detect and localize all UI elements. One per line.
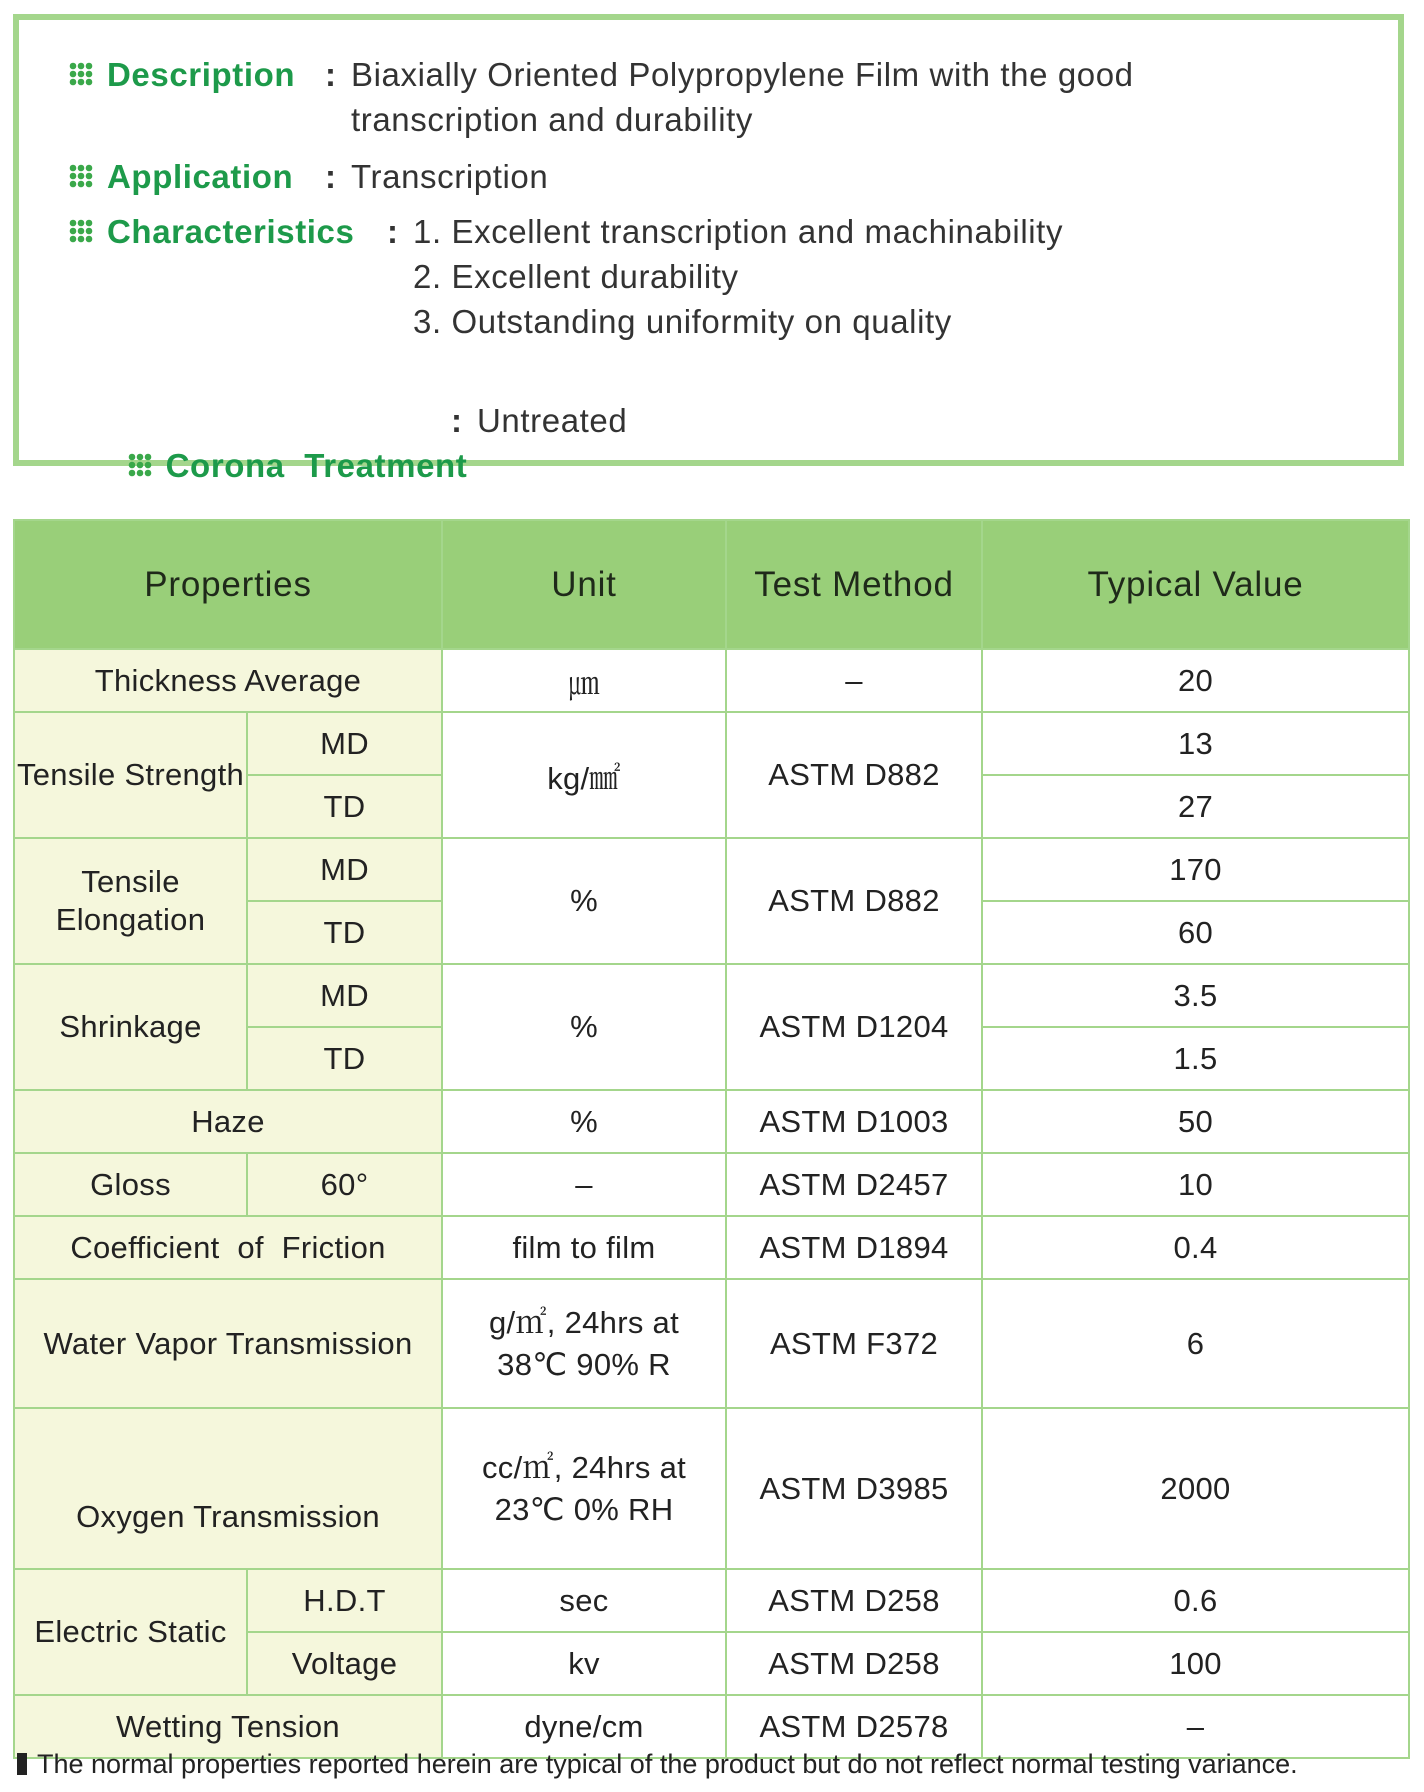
unit-cell: dyne/cm — [442, 1695, 726, 1758]
application-colon: : — [325, 158, 337, 195]
grid-bullet-icon — [128, 453, 152, 477]
method-cell: ASTM D3985 — [726, 1408, 982, 1569]
property-cell: Coefficient of Friction — [14, 1216, 442, 1279]
unit-cell: % — [442, 964, 726, 1090]
characteristics-colon: : — [387, 213, 399, 250]
corona-label: Corona Treatment — [165, 447, 468, 484]
table-row — [14, 1153, 1409, 1216]
value-cell: 1.5 — [982, 1027, 1409, 1090]
table-row — [14, 964, 1409, 1027]
grid-bullet-icon — [69, 219, 93, 243]
value-cell: 100 — [982, 1632, 1409, 1695]
method-cell: ASTM D2457 — [726, 1153, 982, 1216]
unit-line-1: g/㎡, 24hrs at — [489, 1304, 679, 1340]
value-cell: 20 — [982, 649, 1409, 712]
application-label-wrap — [69, 154, 293, 199]
property-cell: Gloss — [14, 1153, 247, 1216]
value-cell: 13 — [982, 712, 1409, 775]
method-cell: ASTM D1894 — [726, 1216, 982, 1279]
value-cell: 50 — [982, 1090, 1409, 1153]
unit-cell: % — [442, 838, 726, 964]
description-line2: transcription and durability — [351, 101, 754, 138]
property-cell: Oxygen Transmission — [14, 1408, 442, 1569]
description-label-wrap — [69, 52, 295, 97]
footnote — [17, 1749, 1298, 1780]
sub-property-cell: MD — [247, 838, 442, 901]
unit-cell — [442, 1279, 726, 1408]
value-cell: 6 — [982, 1279, 1409, 1408]
method-cell: ASTM D882 — [726, 838, 982, 964]
property-cell: Thickness Average — [14, 649, 442, 712]
unit-cell: – — [442, 1153, 726, 1216]
method-cell: ASTM D1003 — [726, 1090, 982, 1153]
value-cell: – — [982, 1695, 1409, 1758]
method-cell: ASTM D258 — [726, 1632, 982, 1695]
value-cell: 0.4 — [982, 1216, 1409, 1279]
sub-property-cell: H.D.T — [247, 1569, 442, 1632]
sub-property-cell: MD — [247, 964, 442, 1027]
table-row — [14, 712, 1409, 775]
description-label: Description — [107, 56, 296, 93]
description-line1: Biaxially Oriented Polypropylene Film with the good — [351, 56, 1134, 93]
table-row — [14, 649, 1409, 712]
method-cell: ASTM D2578 — [726, 1695, 982, 1758]
table-row — [14, 1279, 1409, 1408]
sub-property-cell: 60° — [247, 1153, 442, 1216]
property-cell: Electric Static — [14, 1569, 247, 1695]
sub-property-cell: TD — [247, 901, 442, 964]
unit-cell: film to film — [442, 1216, 726, 1279]
unit-cell: % — [442, 1090, 726, 1153]
property-cell: Tensile Elongation — [14, 838, 247, 964]
description-colon: : — [325, 56, 337, 93]
property-cell: Shrinkage — [14, 964, 247, 1090]
property-cell: Tensile Strength — [14, 712, 247, 838]
value-cell: 3.5 — [982, 964, 1409, 1027]
application-value: Transcription — [351, 158, 549, 195]
header-test-method: Test Method — [726, 520, 982, 649]
product-info-box — [13, 14, 1404, 484]
grid-bullet-icon — [69, 164, 93, 188]
unit-cell: kg/㎟ — [442, 712, 726, 838]
sub-property-cell: TD — [247, 775, 442, 838]
properties-table-wrap — [13, 519, 1408, 1759]
unit-cell: kv — [442, 1632, 726, 1695]
grid-bullet-icon — [69, 62, 93, 86]
method-cell: – — [726, 649, 982, 712]
sub-property-cell: MD — [247, 712, 442, 775]
unit-cell: ㎛ — [442, 649, 726, 712]
property-cell: Haze — [14, 1090, 442, 1153]
square-bullet-icon — [17, 1753, 27, 1775]
header-unit: Unit — [442, 520, 726, 649]
value-cell: 60 — [982, 901, 1409, 964]
corona-colon: : — [451, 402, 463, 439]
value-cell: 10 — [982, 1153, 1409, 1216]
unit-line-2: 38℃ 90% R — [497, 1346, 671, 1382]
value-cell: 2000 — [982, 1408, 1409, 1569]
footnote-text: The normal properties reported herein are typical of the product but do not reflect normal testing variance. — [37, 1749, 1298, 1779]
sub-property-cell: TD — [247, 1027, 442, 1090]
corona-label-wrap — [69, 398, 467, 533]
table-row — [14, 1408, 1409, 1569]
table-row — [14, 1569, 1409, 1632]
unit-cell — [442, 1408, 726, 1569]
method-cell: ASTM D1204 — [726, 964, 982, 1090]
property-cell: Water Vapor Transmission — [14, 1279, 442, 1408]
property-cell: Wetting Tension — [14, 1695, 442, 1758]
characteristics-label: Characteristics — [107, 213, 355, 250]
characteristics-item-2: 2. Excellent durability — [413, 258, 739, 295]
method-cell: ASTM F372 — [726, 1279, 982, 1408]
sub-property-cell: Voltage — [247, 1632, 442, 1695]
unit-line-1: cc/㎡, 24hrs at — [481, 1449, 687, 1485]
characteristics-item-3: 3. Outstanding uniformity on quality — [413, 303, 952, 340]
application-label: Application — [107, 158, 294, 195]
unit-line-2: 23℃ 0% RH — [494, 1491, 674, 1527]
unit-cell: sec — [442, 1569, 726, 1632]
properties-table — [13, 519, 1410, 1759]
method-cell: ASTM D882 — [726, 712, 982, 838]
table-row — [14, 1216, 1409, 1279]
value-cell: 27 — [982, 775, 1409, 838]
method-cell: ASTM D258 — [726, 1569, 982, 1632]
value-cell: 170 — [982, 838, 1409, 901]
corona-value: Untreated — [477, 402, 628, 439]
table-row — [14, 1090, 1409, 1153]
characteristics-item-1: 1. Excellent transcription and machinability — [413, 213, 1064, 250]
header-properties: Properties — [14, 520, 442, 649]
table-header-row — [14, 520, 1409, 649]
characteristics-label-wrap — [69, 209, 354, 254]
table-row — [14, 838, 1409, 901]
value-cell: 0.6 — [982, 1569, 1409, 1632]
header-typical-value: Typical Value — [982, 520, 1409, 649]
